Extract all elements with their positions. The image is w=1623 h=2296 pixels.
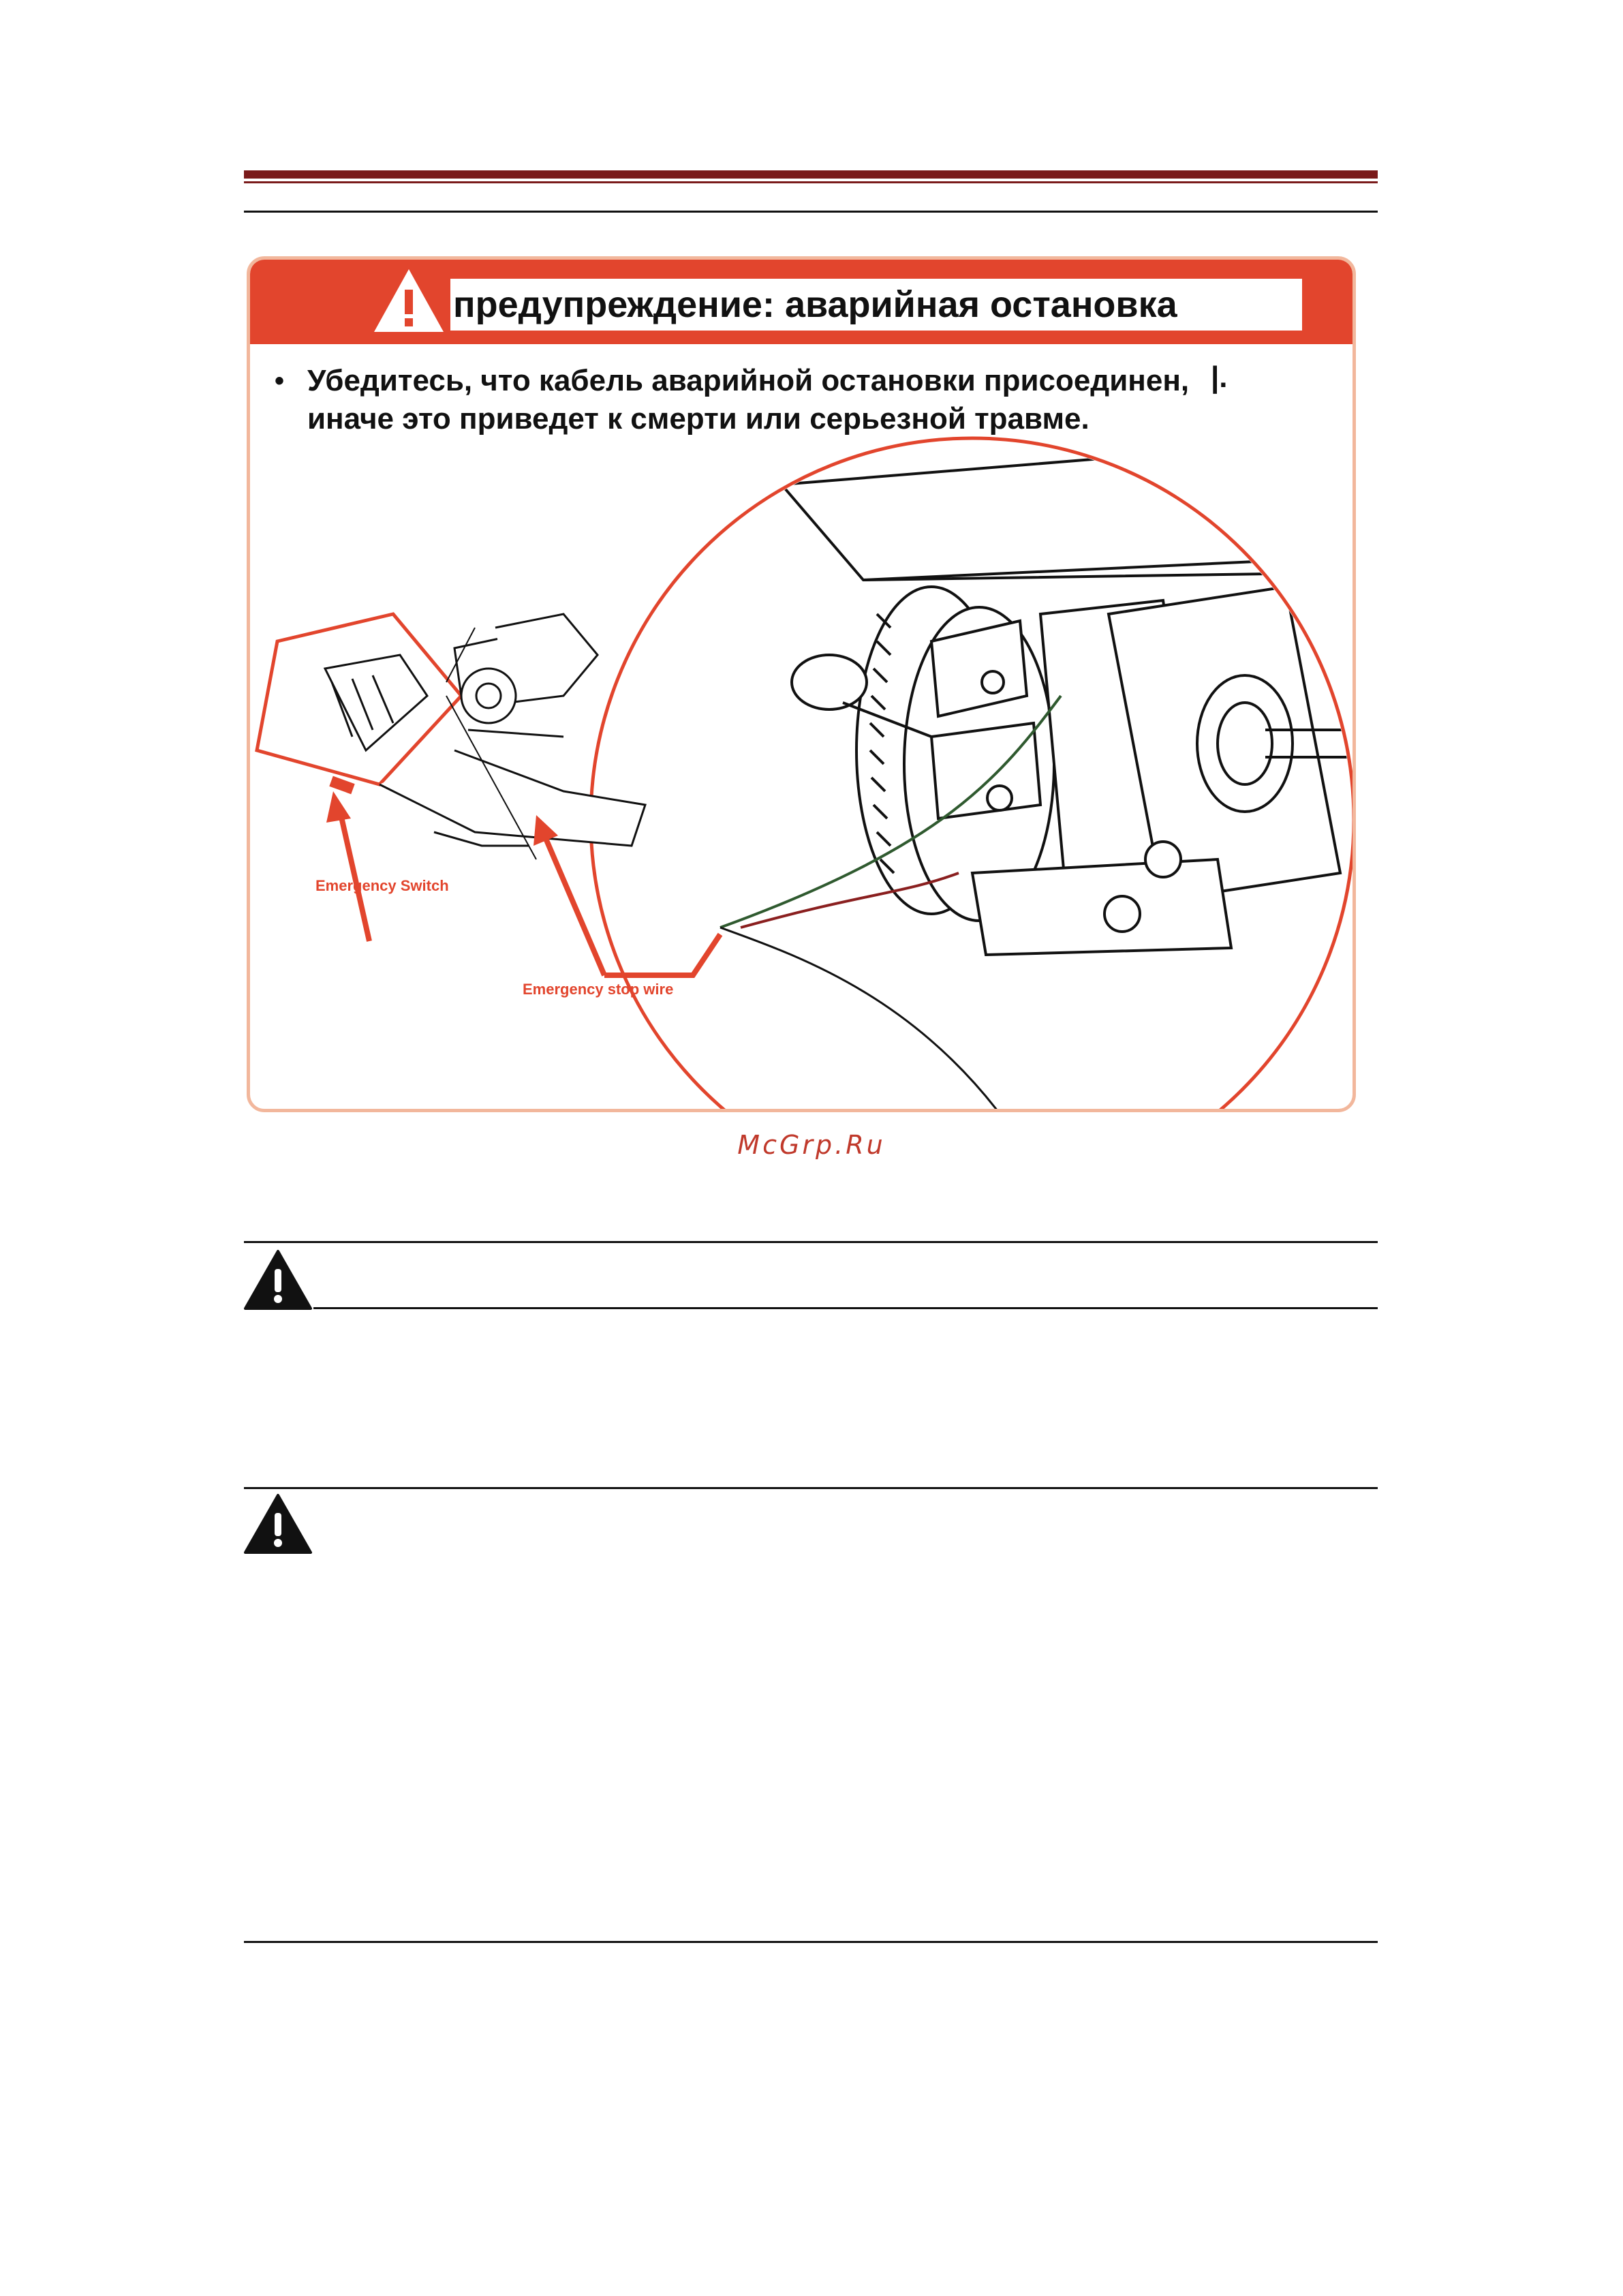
warning-triangle-icon (243, 1493, 313, 1555)
footer-rule (244, 1941, 1378, 1943)
emergency-stop-illustration (250, 260, 1352, 1109)
emergency-stop-warning-card (247, 256, 1356, 1112)
label-emergency-stop-wire: Emergency stop wire (523, 981, 674, 998)
warning-triangle-icon (243, 1249, 313, 1311)
header-rule-thick (244, 170, 1378, 179)
section-rule-top (244, 1241, 1378, 1243)
warning-body-line-2: иначе это приведет к смерти или серьезной травме. (307, 402, 1089, 435)
stray-mark: |. (1211, 361, 1228, 394)
warning-title: предупреждение: аварийная остановка (453, 284, 1177, 325)
header-rule-thin (244, 181, 1378, 183)
label-emergency-switch: Emergency Switch (315, 877, 449, 894)
watermark: McGrp.Ru (737, 1130, 886, 1160)
bullet: • (275, 366, 285, 396)
section-rule-top (244, 1487, 1378, 1489)
warning-body-line-1: Убедитесь, что кабель аварийной остановки присоединен, (307, 364, 1190, 397)
section-rule-bottom (313, 1307, 1378, 1309)
header-rule-bottom (244, 211, 1378, 213)
